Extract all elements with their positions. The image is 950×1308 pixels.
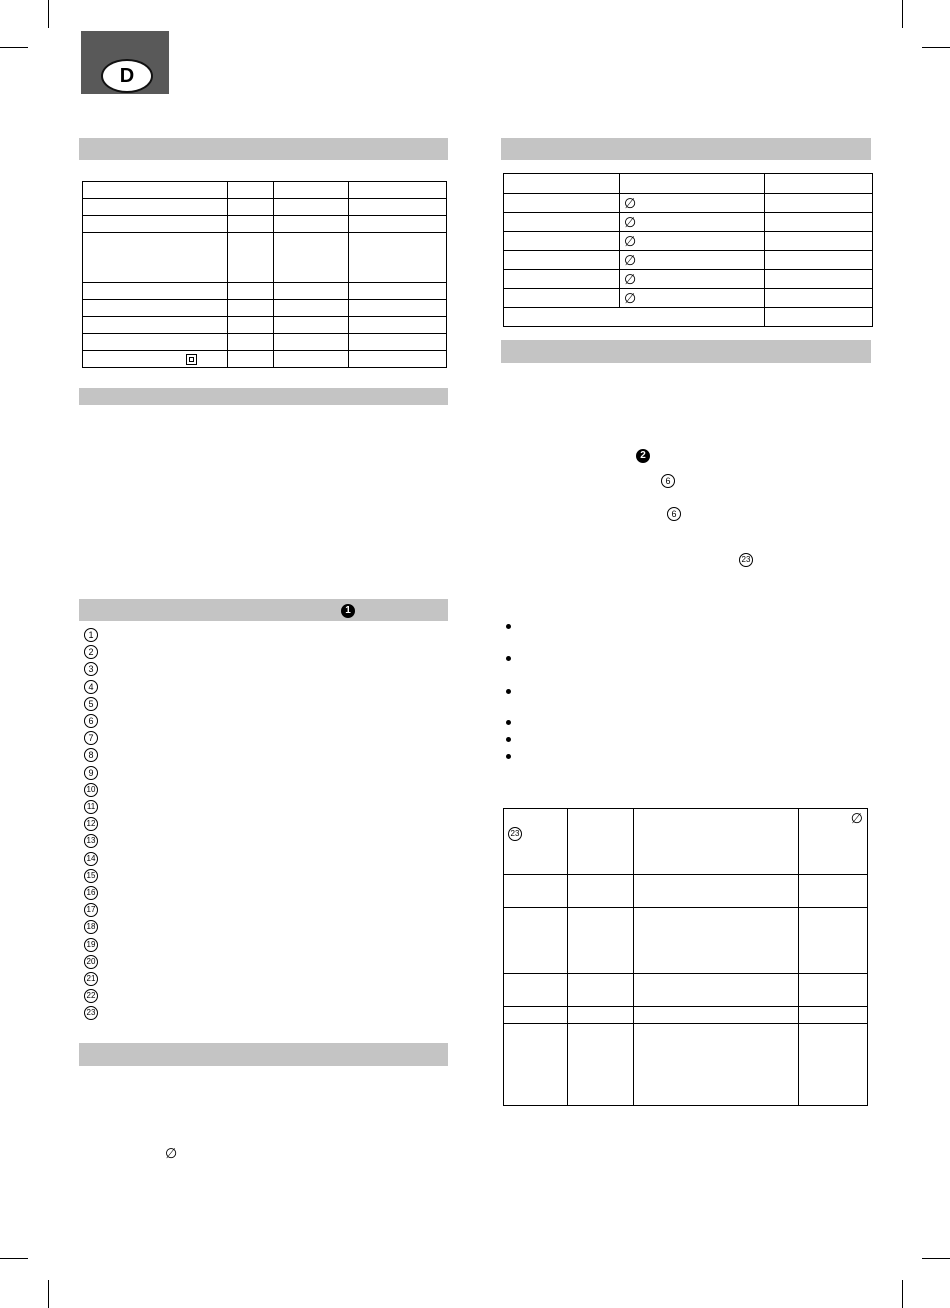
tool-table xyxy=(503,808,868,1106)
crop-mark xyxy=(0,47,28,48)
table-row xyxy=(504,875,868,908)
ref-6-marker: 6 xyxy=(667,507,681,521)
part-number-marker: 8 xyxy=(84,748,98,762)
crop-mark xyxy=(48,1280,49,1308)
table-row xyxy=(504,174,873,194)
table-row xyxy=(504,270,873,289)
part-number-marker: 6 xyxy=(84,714,98,728)
table-row xyxy=(83,317,447,334)
table-row xyxy=(83,216,447,233)
table-row xyxy=(83,182,447,199)
part-number-marker: 22 xyxy=(84,989,98,1003)
table-row xyxy=(504,308,873,327)
part-number-marker: 10 xyxy=(84,783,98,797)
crop-mark xyxy=(48,0,49,28)
part-number-marker: 9 xyxy=(84,766,98,780)
part-number-marker: 1 xyxy=(84,628,98,642)
part-number-marker: 15 xyxy=(84,869,98,883)
bullet xyxy=(506,624,511,629)
part-number-marker: 18 xyxy=(84,920,98,934)
table-row xyxy=(83,233,447,283)
ref-23-marker: 23 xyxy=(508,827,522,841)
crop-mark xyxy=(0,1258,28,1259)
table-row xyxy=(504,1007,868,1024)
table-row xyxy=(83,300,447,317)
part-number-marker: 20 xyxy=(84,955,98,969)
language-badge-label: D xyxy=(101,59,153,93)
table-row xyxy=(83,199,447,216)
part-number-marker: 17 xyxy=(84,903,98,917)
part-number-marker: 2 xyxy=(84,645,98,659)
part-number-marker: 11 xyxy=(84,800,98,814)
diameter-icon: ∅ xyxy=(624,251,637,268)
diameter-icon: ∅ xyxy=(624,270,637,287)
accessories-table xyxy=(503,173,873,327)
part-number-marker: 7 xyxy=(84,731,98,745)
table-row xyxy=(504,1024,868,1106)
part-number-marker: 13 xyxy=(84,834,98,848)
ref-23-marker: 23 xyxy=(739,553,753,567)
table-row xyxy=(504,232,873,251)
table-row xyxy=(504,974,868,1007)
table-row xyxy=(504,194,873,213)
diameter-icon: ∅ xyxy=(850,810,863,826)
part-number-marker: 23 xyxy=(84,1006,98,1020)
bullet xyxy=(506,737,511,742)
section-bar-lower-left xyxy=(79,1043,448,1066)
table-row xyxy=(83,351,447,368)
crop-mark xyxy=(902,0,903,28)
part-number-marker: 19 xyxy=(84,938,98,952)
table-row xyxy=(504,809,868,875)
bullet xyxy=(506,656,511,661)
crop-mark xyxy=(922,47,950,48)
crop-mark xyxy=(902,1280,903,1308)
diameter-icon: ∅ xyxy=(165,1145,178,1161)
section-bar-technical-data xyxy=(79,138,448,160)
part-number-marker: 4 xyxy=(84,680,98,694)
table-row xyxy=(504,289,873,308)
diameter-icon: ∅ xyxy=(624,213,637,230)
table-row xyxy=(504,251,873,270)
table-row xyxy=(83,283,447,300)
section-bar-accessories xyxy=(501,138,871,160)
protection-class-icon xyxy=(186,354,197,365)
part-number-marker: 21 xyxy=(84,972,98,986)
bullet xyxy=(506,720,511,725)
crop-mark xyxy=(922,1258,950,1259)
table-row xyxy=(83,334,447,351)
part-number-marker: 3 xyxy=(84,662,98,676)
section-bar-parts xyxy=(79,599,448,621)
bullet xyxy=(506,754,511,759)
bullet xyxy=(506,689,511,694)
diameter-icon: ∅ xyxy=(624,232,637,249)
diameter-icon: ∅ xyxy=(624,289,637,306)
part-number-marker: 5 xyxy=(84,697,98,711)
part-number-marker: 14 xyxy=(84,852,98,866)
part-number-marker: 16 xyxy=(84,886,98,900)
table-row xyxy=(504,213,873,232)
figure-1-marker: 1 xyxy=(341,604,355,618)
table-row xyxy=(504,908,868,974)
technical-data-table xyxy=(82,181,447,368)
section-bar-safety xyxy=(79,388,448,405)
part-number-marker: 12 xyxy=(84,817,98,831)
section-bar-operation xyxy=(501,340,871,363)
figure-2-marker: 2 xyxy=(636,449,650,463)
diameter-icon: ∅ xyxy=(624,194,637,211)
ref-6-marker: 6 xyxy=(661,474,675,488)
